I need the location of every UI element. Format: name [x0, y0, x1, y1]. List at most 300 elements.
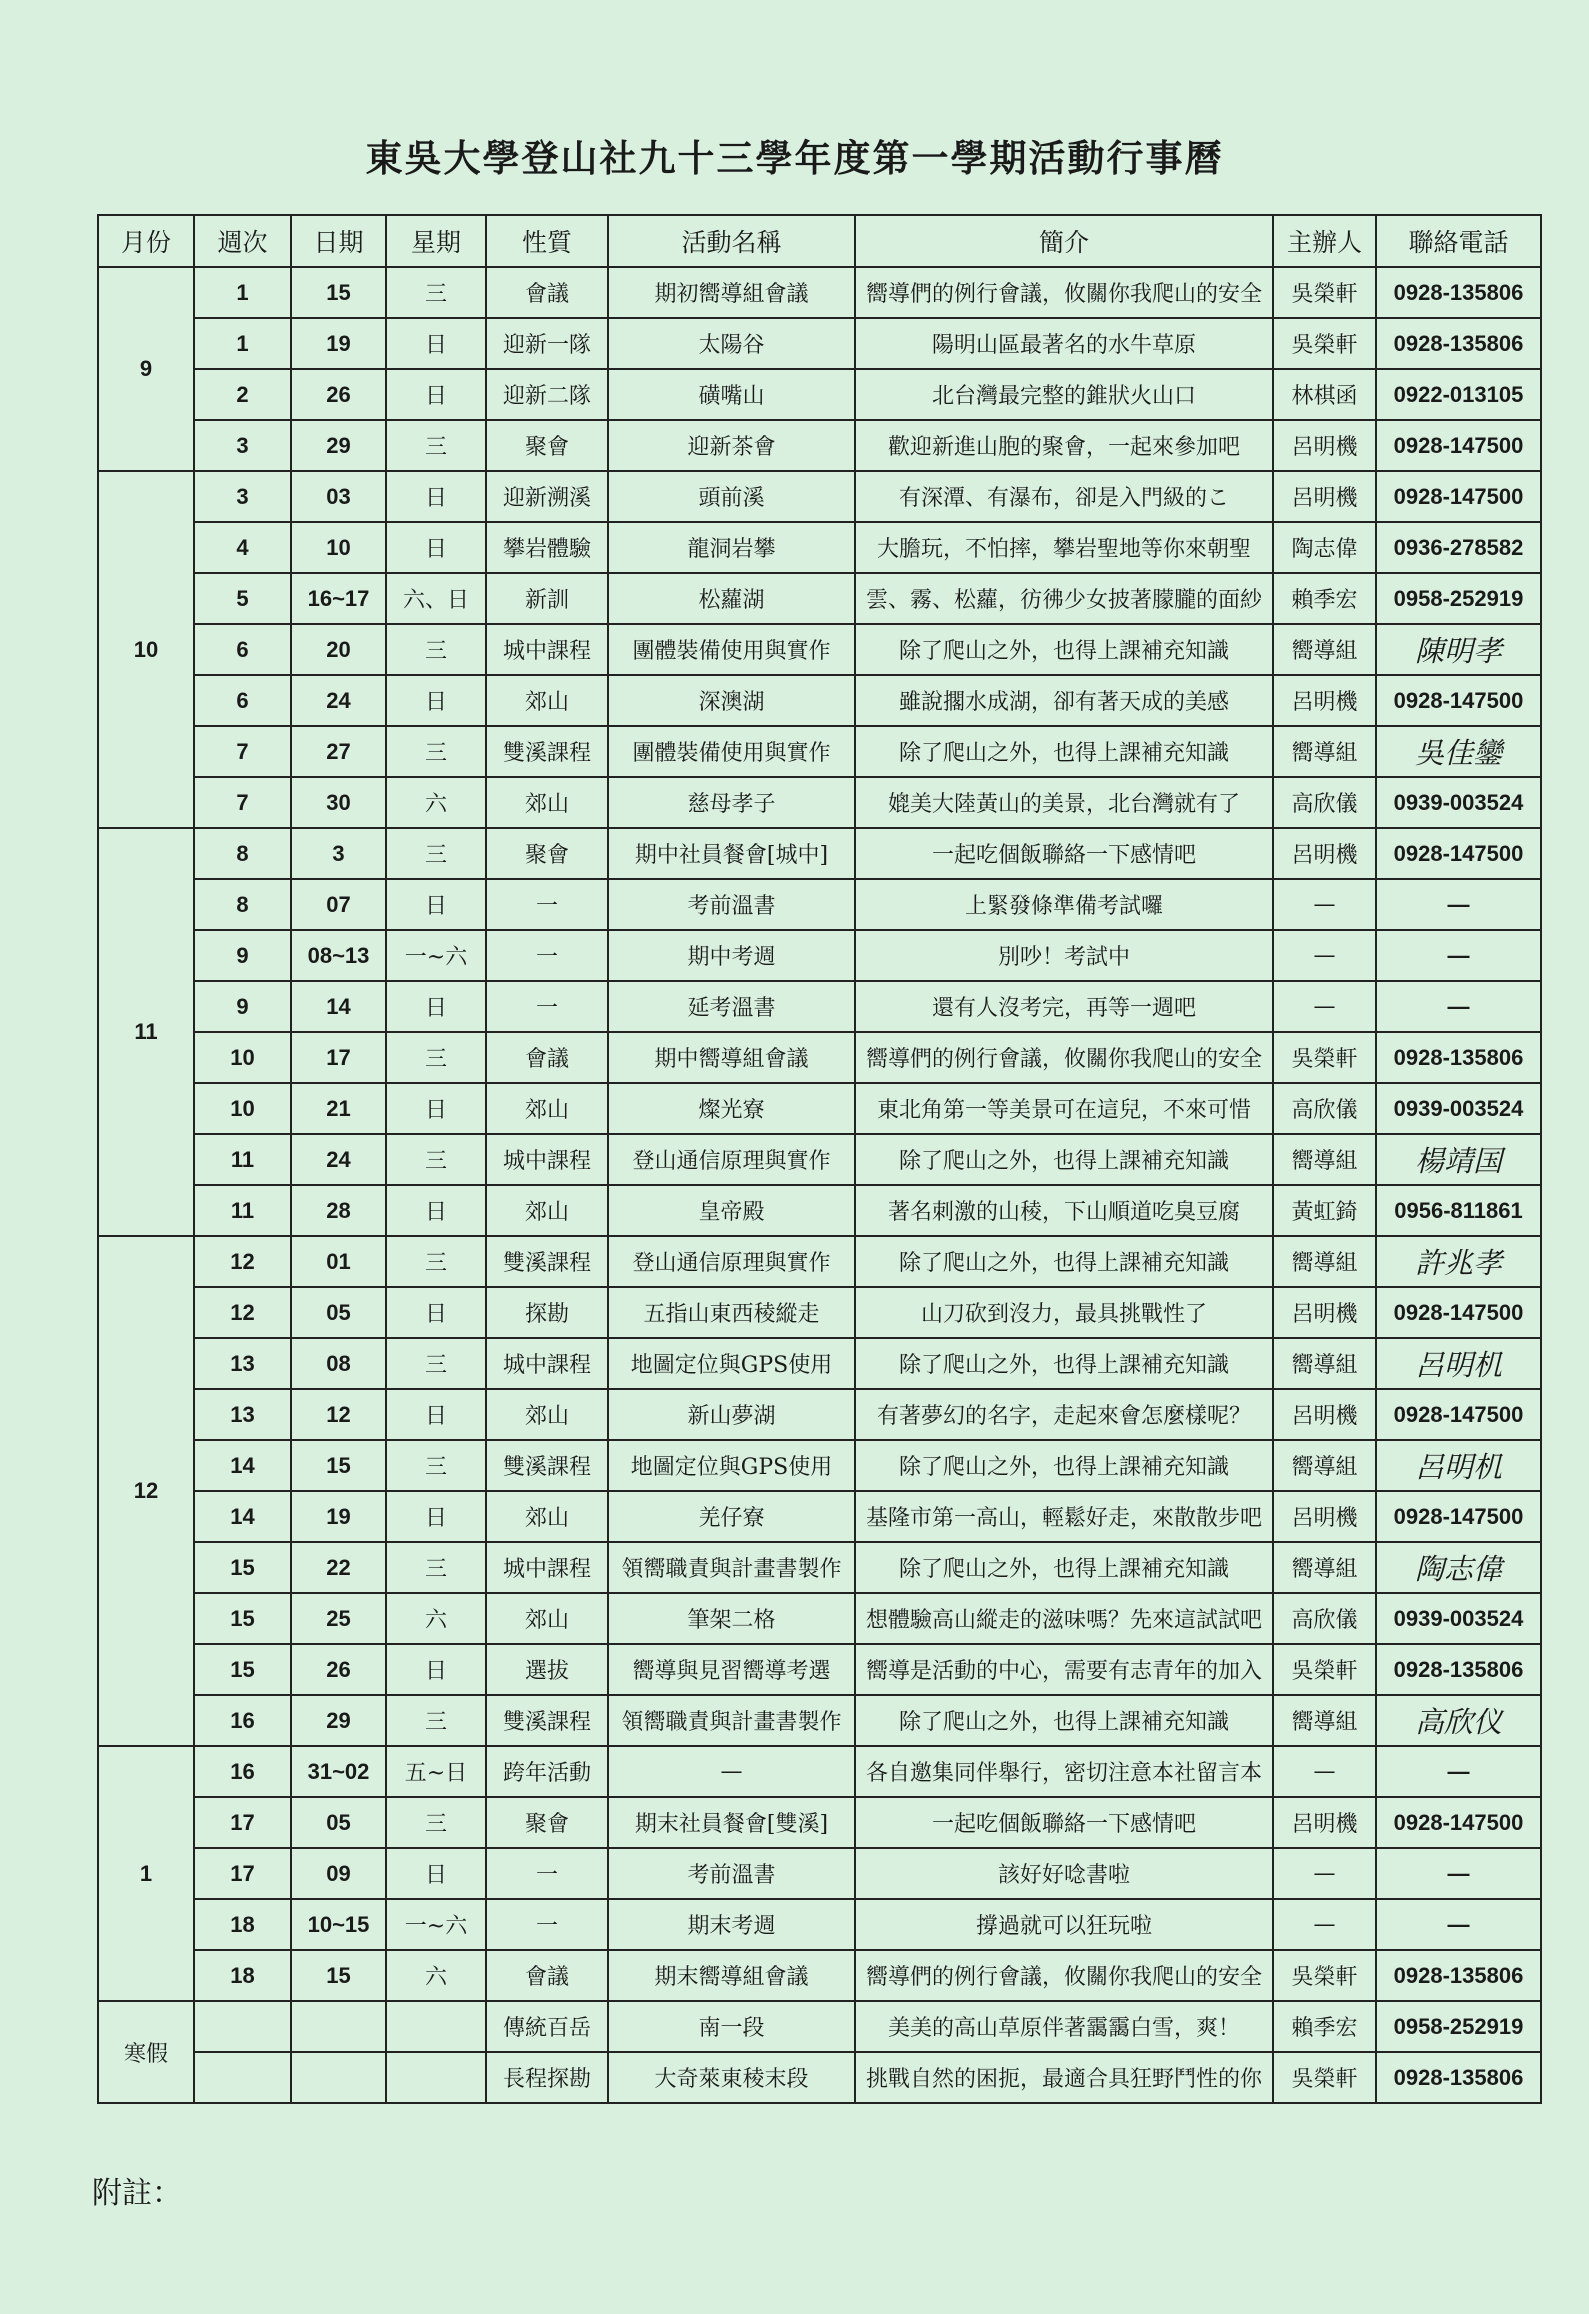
table-row	[98, 1593, 1541, 1644]
table-row	[98, 1848, 1541, 1899]
week-cell: 13	[194, 1338, 291, 1389]
header-cell: 活動名稱	[608, 215, 855, 267]
week-cell: 17	[194, 1848, 291, 1899]
organizer-cell: 呂明機	[1273, 828, 1376, 879]
date-cell: 19	[291, 318, 386, 369]
table-row	[98, 1389, 1541, 1440]
activity-cell: 皇帝殿	[608, 1185, 855, 1236]
table-row	[98, 2001, 1541, 2052]
description-cell: 除了爬山之外，也得上課補充知識	[855, 1695, 1273, 1746]
table-row	[98, 726, 1541, 777]
date-cell: 29	[291, 420, 386, 471]
week-cell: 15	[194, 1593, 291, 1644]
description-cell: 美美的高山草原伴著靄靄白雪，爽！	[855, 2001, 1273, 2052]
contact-signature: 呂明机	[1376, 1440, 1541, 1491]
description-cell: 想體驗高山縱走的滋味嗎？先來這試試吧	[855, 1593, 1273, 1644]
phone-cell: 0958-252919	[1376, 573, 1541, 624]
date-cell: 15	[291, 267, 386, 318]
week-cell: 11	[194, 1134, 291, 1185]
date-cell: 08	[291, 1338, 386, 1389]
table-row	[98, 1695, 1541, 1746]
table-row	[98, 318, 1541, 369]
week-cell: 8	[194, 828, 291, 879]
phone-cell: —	[1376, 879, 1541, 930]
organizer-cell: 吳榮軒	[1273, 318, 1376, 369]
activity-cell: 地圖定位與GPS使用	[608, 1440, 855, 1491]
organizer-cell: —	[1273, 1746, 1376, 1797]
type-cell: 長程探勘	[486, 2052, 608, 2103]
organizer-cell: —	[1273, 981, 1376, 1032]
weekday-cell: 三	[386, 624, 486, 675]
week-cell: 4	[194, 522, 291, 573]
organizer-cell: 吳榮軒	[1273, 2052, 1376, 2103]
weekday-cell: 日	[386, 1491, 486, 1542]
organizer-cell: —	[1273, 930, 1376, 981]
phone-cell: —	[1376, 930, 1541, 981]
week-cell: 5	[194, 573, 291, 624]
type-cell: 一	[486, 1848, 608, 1899]
description-cell: 除了爬山之外，也得上課補充知識	[855, 1134, 1273, 1185]
table-row	[98, 1899, 1541, 1950]
organizer-cell: 嚮導組	[1273, 1695, 1376, 1746]
organizer-cell: 黃虹錡	[1273, 1185, 1376, 1236]
phone-cell: 0939-003524	[1376, 1083, 1541, 1134]
weekday-cell: 三	[386, 828, 486, 879]
activity-cell: 新山夢湖	[608, 1389, 855, 1440]
weekday-cell: 六、日	[386, 573, 486, 624]
table-row	[98, 2052, 1541, 2103]
table-row	[98, 369, 1541, 420]
month-cell: 9	[98, 267, 194, 471]
weekday-cell: 日	[386, 675, 486, 726]
table-row	[98, 1236, 1541, 1287]
organizer-cell: 陶志偉	[1273, 522, 1376, 573]
type-cell: 郊山	[486, 1185, 608, 1236]
date-cell: 26	[291, 1644, 386, 1695]
table-row	[98, 1287, 1541, 1338]
table-row	[98, 573, 1541, 624]
type-cell: 雙溪課程	[486, 726, 608, 777]
date-cell	[291, 2052, 386, 2103]
contact-signature: 高欣仪	[1376, 1695, 1541, 1746]
header-cell: 性質	[486, 215, 608, 267]
activity-cell: 登山通信原理與實作	[608, 1134, 855, 1185]
organizer-cell: 嚮導組	[1273, 1542, 1376, 1593]
organizer-cell: 賴季宏	[1273, 2001, 1376, 2052]
activity-cell: 登山通信原理與實作	[608, 1236, 855, 1287]
date-cell: 30	[291, 777, 386, 828]
type-cell: 迎新二隊	[486, 369, 608, 420]
activity-cell: 松蘿湖	[608, 573, 855, 624]
weekday-cell: 三	[386, 1797, 486, 1848]
table-row	[98, 267, 1541, 318]
activity-cell: 考前溫書	[608, 1848, 855, 1899]
weekday-cell: 三	[386, 1032, 486, 1083]
description-cell: 除了爬山之外，也得上課補充知識	[855, 1440, 1273, 1491]
weekday-cell	[386, 2052, 486, 2103]
table-row	[98, 828, 1541, 879]
type-cell: 一	[486, 930, 608, 981]
type-cell: 郊山	[486, 1389, 608, 1440]
weekday-cell: 三	[386, 1695, 486, 1746]
contact-signature: 陳明孝	[1376, 624, 1541, 675]
weekday-cell: 日	[386, 879, 486, 930]
week-cell: 14	[194, 1440, 291, 1491]
type-cell: 一	[486, 1899, 608, 1950]
description-cell: 歡迎新進山胞的聚會，一起來參加吧	[855, 420, 1273, 471]
weekday-cell: 三	[386, 1542, 486, 1593]
month-cell: 11	[98, 828, 194, 1236]
organizer-cell: 呂明機	[1273, 1287, 1376, 1338]
organizer-cell: 嚮導組	[1273, 624, 1376, 675]
table-row	[98, 1134, 1541, 1185]
type-cell: 郊山	[486, 675, 608, 726]
description-cell: 各自邀集同伴舉行，密切注意本社留言本	[855, 1746, 1273, 1797]
weekday-cell: 六	[386, 1950, 486, 2001]
weekday-cell: 日	[386, 1644, 486, 1695]
date-cell: 20	[291, 624, 386, 675]
description-cell: 著名刺激的山稜，下山順道吃臭豆腐	[855, 1185, 1273, 1236]
date-cell: 05	[291, 1287, 386, 1338]
description-cell: 別吵！考試中	[855, 930, 1273, 981]
header-cell: 週次	[194, 215, 291, 267]
description-cell: 一起吃個飯聯絡一下感情吧	[855, 1797, 1273, 1848]
activity-cell: —	[608, 1746, 855, 1797]
table-row	[98, 624, 1541, 675]
week-cell: 6	[194, 624, 291, 675]
description-cell: 嚮導們的例行會議，攸關你我爬山的安全	[855, 1032, 1273, 1083]
schedule-body	[98, 267, 1541, 2103]
phone-cell: 0928-135806	[1376, 2052, 1541, 2103]
phone-cell: —	[1376, 1899, 1541, 1950]
activity-cell: 龍洞岩攀	[608, 522, 855, 573]
header-cell: 主辦人	[1273, 215, 1376, 267]
week-cell: 18	[194, 1950, 291, 2001]
phone-cell: 0928-147500	[1376, 1491, 1541, 1542]
phone-cell: 0928-147500	[1376, 471, 1541, 522]
type-cell: 城中課程	[486, 1338, 608, 1389]
week-cell: 12	[194, 1236, 291, 1287]
weekday-cell: 日	[386, 471, 486, 522]
type-cell: 傳統百岳	[486, 2001, 608, 2052]
week-cell: 15	[194, 1644, 291, 1695]
weekday-cell: 三	[386, 1440, 486, 1491]
activity-schedule-table	[97, 214, 1542, 2104]
activity-cell: 深澳湖	[608, 675, 855, 726]
phone-cell: 0928-135806	[1376, 1032, 1541, 1083]
phone-cell: 0928-147500	[1376, 675, 1541, 726]
organizer-cell: 林棋函	[1273, 369, 1376, 420]
activity-cell: 筆架二格	[608, 1593, 855, 1644]
type-cell: 聚會	[486, 828, 608, 879]
weekday-cell: 三	[386, 1236, 486, 1287]
week-cell: 9	[194, 981, 291, 1032]
type-cell: 郊山	[486, 1083, 608, 1134]
table-row	[98, 1338, 1541, 1389]
activity-cell: 南一段	[608, 2001, 855, 2052]
note-label: 附註：	[92, 2176, 182, 2211]
weekday-cell: 三	[386, 1134, 486, 1185]
weekday-cell: 三	[386, 726, 486, 777]
table-row	[98, 522, 1541, 573]
description-cell: 東北角第一等美景可在這兒，不來可惜	[855, 1083, 1273, 1134]
activity-cell: 團體裝備使用與實作	[608, 624, 855, 675]
organizer-cell: 呂明機	[1273, 471, 1376, 522]
phone-cell: 0928-147500	[1376, 1797, 1541, 1848]
header-cell: 星期	[386, 215, 486, 267]
week-cell: 9	[194, 930, 291, 981]
activity-cell: 期中嚮導組會議	[608, 1032, 855, 1083]
activity-cell: 領嚮職責與計畫書製作	[608, 1695, 855, 1746]
activity-cell: 領嚮職責與計畫書製作	[608, 1542, 855, 1593]
header-cell: 聯絡電話	[1376, 215, 1541, 267]
date-cell: 3	[291, 828, 386, 879]
organizer-cell: 吳榮軒	[1273, 1644, 1376, 1695]
activity-cell: 期中考週	[608, 930, 855, 981]
date-cell: 08~13	[291, 930, 386, 981]
type-cell: 會議	[486, 1032, 608, 1083]
date-cell: 01	[291, 1236, 386, 1287]
week-cell: 13	[194, 1389, 291, 1440]
weekday-cell: 三	[386, 267, 486, 318]
activity-cell: 嚮導與見習嚮導考選	[608, 1644, 855, 1695]
weekday-cell: 三	[386, 1338, 486, 1389]
phone-cell: 0956-811861	[1376, 1185, 1541, 1236]
organizer-cell: 賴季宏	[1273, 573, 1376, 624]
activity-cell: 團體裝備使用與實作	[608, 726, 855, 777]
date-cell: 24	[291, 1134, 386, 1185]
description-cell: 北台灣最完整的錐狀火山口	[855, 369, 1273, 420]
description-cell: 除了爬山之外，也得上課補充知識	[855, 726, 1273, 777]
phone-cell: 0928-135806	[1376, 267, 1541, 318]
type-cell: 跨年活動	[486, 1746, 608, 1797]
table-row	[98, 981, 1541, 1032]
weekday-cell: 五~日	[386, 1746, 486, 1797]
description-cell: 該好好唸書啦	[855, 1848, 1273, 1899]
activity-cell: 地圖定位與GPS使用	[608, 1338, 855, 1389]
date-cell: 17	[291, 1032, 386, 1083]
activity-cell: 迎新茶會	[608, 420, 855, 471]
date-cell: 07	[291, 879, 386, 930]
type-cell: 城中課程	[486, 624, 608, 675]
organizer-cell: 高欣儀	[1273, 1593, 1376, 1644]
organizer-cell: —	[1273, 879, 1376, 930]
phone-cell: 0928-135806	[1376, 1644, 1541, 1695]
table-row	[98, 1950, 1541, 2001]
phone-cell: —	[1376, 1746, 1541, 1797]
date-cell: 09	[291, 1848, 386, 1899]
description-cell: 有著夢幻的名字，走起來會怎麼樣呢？	[855, 1389, 1273, 1440]
weekday-cell: 日	[386, 1848, 486, 1899]
week-cell: 7	[194, 726, 291, 777]
week-cell: 8	[194, 879, 291, 930]
description-cell: 除了爬山之外，也得上課補充知識	[855, 1338, 1273, 1389]
organizer-cell: 呂明機	[1273, 1797, 1376, 1848]
contact-signature: 許兆孝	[1376, 1236, 1541, 1287]
description-cell: 一起吃個飯聯絡一下感情吧	[855, 828, 1273, 879]
activity-cell: 頭前溪	[608, 471, 855, 522]
contact-signature: 楊靖国	[1376, 1134, 1541, 1185]
week-cell: 11	[194, 1185, 291, 1236]
weekday-cell	[386, 2001, 486, 2052]
date-cell	[291, 2001, 386, 2052]
weekday-cell: 三	[386, 420, 486, 471]
organizer-cell: 嚮導組	[1273, 1440, 1376, 1491]
type-cell: 選拔	[486, 1644, 608, 1695]
type-cell: 郊山	[486, 777, 608, 828]
phone-cell: —	[1376, 1848, 1541, 1899]
description-cell: 嚮導們的例行會議，攸關你我爬山的安全	[855, 1950, 1273, 2001]
week-cell: 18	[194, 1899, 291, 1950]
week-cell: 1	[194, 318, 291, 369]
date-cell: 21	[291, 1083, 386, 1134]
week-cell: 16	[194, 1746, 291, 1797]
description-cell: 挑戰自然的困扼，最適合具狂野鬥性的你	[855, 2052, 1273, 2103]
table-row	[98, 471, 1541, 522]
description-cell: 媲美大陸黃山的美景，北台灣就有了	[855, 777, 1273, 828]
date-cell: 10~15	[291, 1899, 386, 1950]
activity-cell: 期中社員餐會[城中]	[608, 828, 855, 879]
description-cell: 山刀砍到沒力，最具挑戰性了	[855, 1287, 1273, 1338]
week-cell: 2	[194, 369, 291, 420]
description-cell: 撐過就可以狂玩啦	[855, 1899, 1273, 1950]
organizer-cell: 吳榮軒	[1273, 1032, 1376, 1083]
weekday-cell: 日	[386, 1083, 486, 1134]
phone-cell: —	[1376, 981, 1541, 1032]
organizer-cell: 吳榮軒	[1273, 267, 1376, 318]
table-row	[98, 420, 1541, 471]
week-cell: 15	[194, 1542, 291, 1593]
table-row	[98, 1491, 1541, 1542]
weekday-cell: 六	[386, 1593, 486, 1644]
date-cell: 31~02	[291, 1746, 386, 1797]
month-cell: 1	[98, 1746, 194, 2001]
date-cell: 25	[291, 1593, 386, 1644]
table-row	[98, 1746, 1541, 1797]
weekday-cell: 日	[386, 1185, 486, 1236]
weekday-cell: 一~六	[386, 930, 486, 981]
week-cell: 12	[194, 1287, 291, 1338]
activity-cell: 羌仔寮	[608, 1491, 855, 1542]
week-cell: 16	[194, 1695, 291, 1746]
table-row	[98, 1185, 1541, 1236]
phone-cell: 0928-147500	[1376, 1287, 1541, 1338]
description-cell: 除了爬山之外，也得上課補充知識	[855, 624, 1273, 675]
weekday-cell: 日	[386, 318, 486, 369]
description-cell: 有深潭、有瀑布，卻是入門級的こ	[855, 471, 1273, 522]
phone-cell: 0928-147500	[1376, 828, 1541, 879]
type-cell: 探勘	[486, 1287, 608, 1338]
type-cell: 聚會	[486, 420, 608, 471]
activity-cell: 太陽谷	[608, 318, 855, 369]
contact-signature: 呂明机	[1376, 1338, 1541, 1389]
table-row	[98, 879, 1541, 930]
description-cell: 嚮導們的例行會議，攸關你我爬山的安全	[855, 267, 1273, 318]
week-cell: 14	[194, 1491, 291, 1542]
date-cell: 24	[291, 675, 386, 726]
date-cell: 22	[291, 1542, 386, 1593]
type-cell: 新訓	[486, 573, 608, 624]
weekday-cell: 日	[386, 981, 486, 1032]
description-cell: 除了爬山之外，也得上課補充知識	[855, 1236, 1273, 1287]
type-cell: 一	[486, 981, 608, 1032]
activity-cell: 期初嚮導組會議	[608, 267, 855, 318]
type-cell: 攀岩體驗	[486, 522, 608, 573]
week-cell: 17	[194, 1797, 291, 1848]
activity-cell: 延考溫書	[608, 981, 855, 1032]
organizer-cell: 嚮導組	[1273, 1134, 1376, 1185]
organizer-cell: —	[1273, 1899, 1376, 1950]
weekday-cell: 日	[386, 1287, 486, 1338]
weekday-cell: 日	[386, 1389, 486, 1440]
phone-cell: 0939-003524	[1376, 777, 1541, 828]
organizer-cell: 呂明機	[1273, 1389, 1376, 1440]
type-cell: 雙溪課程	[486, 1440, 608, 1491]
weekday-cell: 日	[386, 369, 486, 420]
activity-cell: 期末嚮導組會議	[608, 1950, 855, 2001]
type-cell: 雙溪課程	[486, 1695, 608, 1746]
organizer-cell: 呂明機	[1273, 675, 1376, 726]
organizer-cell: 嚮導組	[1273, 726, 1376, 777]
organizer-cell: 吳榮軒	[1273, 1950, 1376, 2001]
type-cell: 迎新溯溪	[486, 471, 608, 522]
type-cell: 郊山	[486, 1491, 608, 1542]
weekday-cell: 日	[386, 522, 486, 573]
header-cell: 簡介	[855, 215, 1273, 267]
contact-signature: 吳佳鑾	[1376, 726, 1541, 777]
date-cell: 15	[291, 1950, 386, 2001]
phone-cell: 0928-147500	[1376, 420, 1541, 471]
organizer-cell: 嚮導組	[1273, 1236, 1376, 1287]
date-cell: 27	[291, 726, 386, 777]
type-cell: 會議	[486, 1950, 608, 2001]
week-cell: 10	[194, 1032, 291, 1083]
table-row	[98, 1440, 1541, 1491]
weekday-cell: 一~六	[386, 1899, 486, 1950]
type-cell: 城中課程	[486, 1542, 608, 1593]
week-cell: 3	[194, 420, 291, 471]
phone-cell: 0939-003524	[1376, 1593, 1541, 1644]
header-cell: 日期	[291, 215, 386, 267]
description-cell: 上緊發條準備考試囉	[855, 879, 1273, 930]
description-cell: 大膽玩，不怕摔，攀岩聖地等你來朝聖	[855, 522, 1273, 573]
week-cell: 1	[194, 267, 291, 318]
description-cell: 還有人沒考完，再等一週吧	[855, 981, 1273, 1032]
table-row	[98, 1644, 1541, 1695]
header-cell: 月份	[98, 215, 194, 267]
date-cell: 29	[291, 1695, 386, 1746]
week-cell	[194, 2052, 291, 2103]
table-row	[98, 675, 1541, 726]
description-cell: 雖說擱水成湖，卻有著天成的美感	[855, 675, 1273, 726]
date-cell: 14	[291, 981, 386, 1032]
date-cell: 03	[291, 471, 386, 522]
phone-cell: 0936-278582	[1376, 522, 1541, 573]
table-row	[98, 1083, 1541, 1134]
activity-cell: 五指山東西稜縱走	[608, 1287, 855, 1338]
organizer-cell: 高欣儀	[1273, 777, 1376, 828]
phone-cell: 0958-252919	[1376, 2001, 1541, 2052]
winter-break-cell: 寒假	[98, 2001, 194, 2103]
table-row	[98, 930, 1541, 981]
date-cell: 28	[291, 1185, 386, 1236]
table-row	[98, 777, 1541, 828]
month-cell: 10	[98, 471, 194, 828]
date-cell: 12	[291, 1389, 386, 1440]
date-cell: 05	[291, 1797, 386, 1848]
week-cell: 10	[194, 1083, 291, 1134]
week-cell	[194, 2001, 291, 2052]
